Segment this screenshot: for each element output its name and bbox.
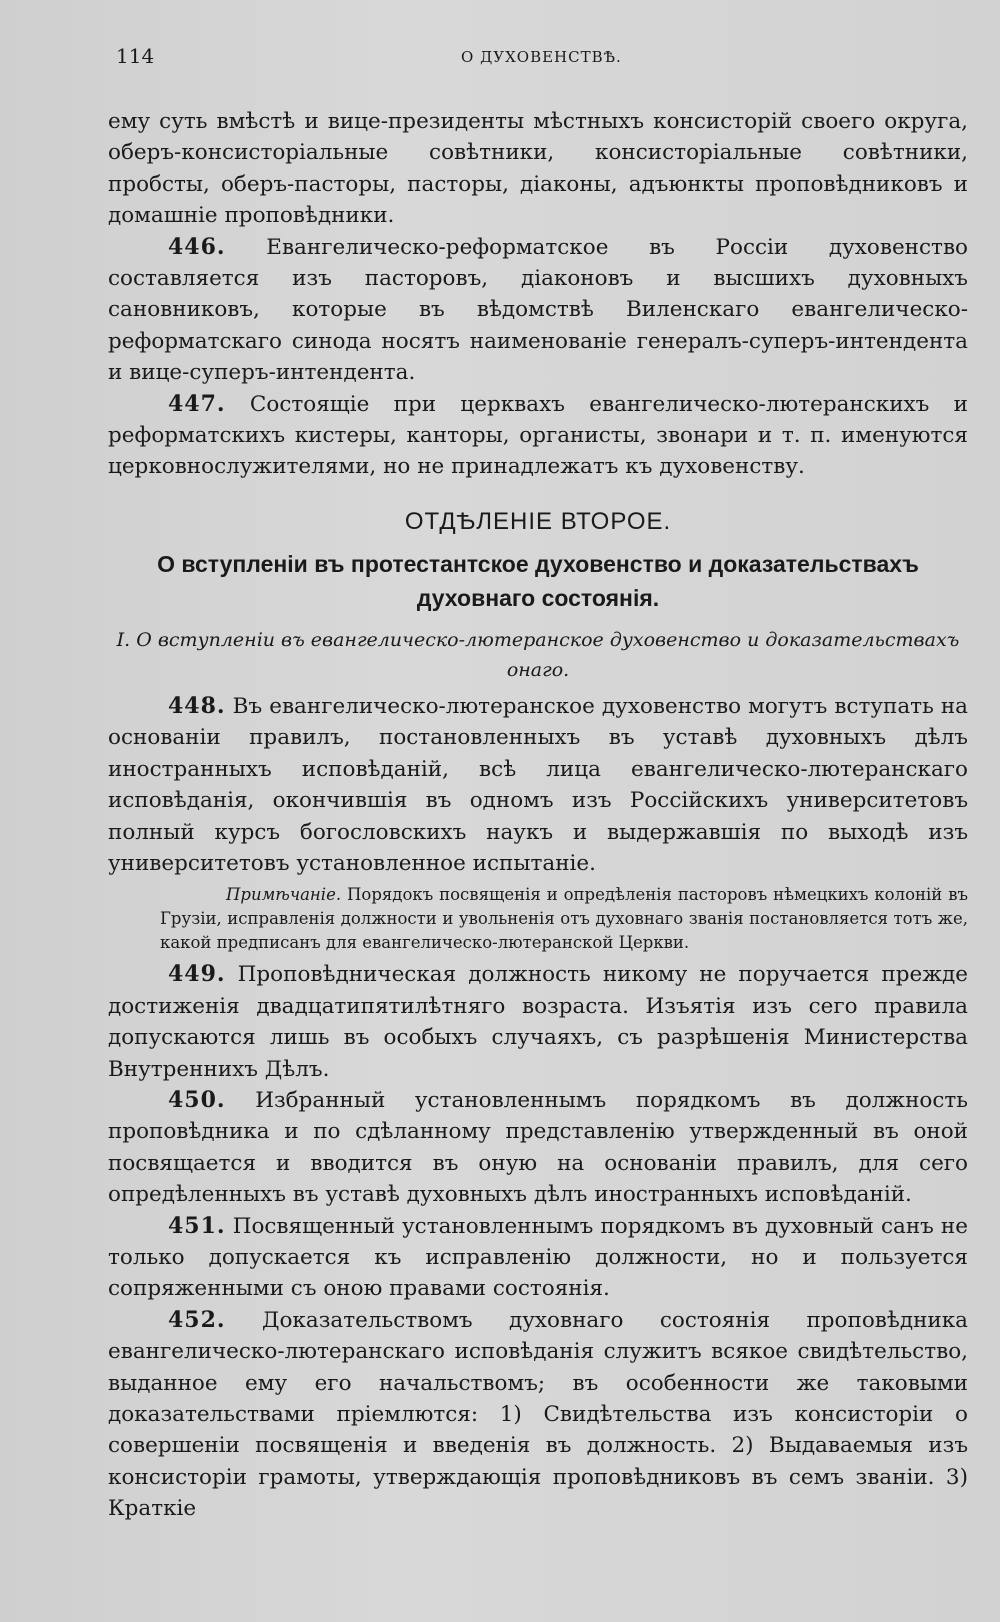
section-title: ОТДѢЛЕНІЕ ВТОРОЕ. xyxy=(404,507,672,535)
article-451 xyxy=(108,1211,968,1305)
article-number: 450. xyxy=(168,1086,226,1113)
paragraph-continued: ему суть вмѣстѣ и вице-президенты мѣстныхъ консисторій своего округа, оберъ-консисторіальные совѣтники, консисторіальные совѣтники, пробсты, оберъ-пасторы, пасторы, діаконы, адъюнкты проповѣдниковъ и домашніе проповѣдники. xyxy=(108,109,968,229)
article-text: Состоящіе при церквахъ евангелическо-лютеранскихъ и реформатскихъ кистеры, канторы, органисты, звонари и т. п. именуются церковнослужителями, но не принадлежатъ къ духовенству. xyxy=(108,391,968,480)
note-label: Примѣчаніе. xyxy=(226,885,342,905)
article-text: Доказательствомъ духовнаго состоянія проповѣдника евангелическо-лютеранскаго исповѣданія служитъ всякое свидѣтельство, выданное ему его начальствомъ; въ особенности же таковыми доказательствами пріемлются: 1) Свидѣтельства изъ консисторіи о совершеніи посвященія и введенія въ должность. 2) Выдаваемыя изъ консисторіи грамоты, утверждающія проповѣдниковъ въ семъ званіи. 3) Краткіе xyxy=(108,1307,968,1522)
running-head: О ДУХОВЕНСТВѢ. xyxy=(461,48,622,66)
article-number: 446. xyxy=(168,233,226,260)
page-number: 114 xyxy=(116,44,155,68)
article-449 xyxy=(108,959,968,1085)
section-heading: О вступленіи въ протестантское духовенство и доказательствахъ духовнаго состоянія. xyxy=(157,550,919,611)
article-number: 452. xyxy=(168,1306,226,1333)
page-body xyxy=(108,106,968,1525)
note xyxy=(108,883,968,955)
article-number: 451. xyxy=(168,1212,226,1239)
page-header xyxy=(116,44,960,74)
article-text: Въ евангелическо-лютеранское духовенство могутъ вступать на основаніи правилъ, постановленныхъ въ уставѣ духовныхъ дѣлъ иностранныхъ исповѣданій, всѣ лица евангелическо-лютеранскаго исповѣданія, окончившія въ одномъ изъ Россійскихъ университетовъ полный курсъ богословскихъ наукъ и выдержавшія по выходѣ изъ университетовъ установленное испытаніе. xyxy=(108,693,968,876)
article-text: Евангелическо-реформатское въ Россіи духовенство составляется изъ пасторовъ, діаконовъ и высшихъ духовныхъ сановниковъ, которые въ вѣдомствѣ Виленскаго евангелическо-реформатскаго синода носятъ наименованіе генералъ-суперъ-интендента и вице-суперъ-интендента. xyxy=(108,234,968,386)
article-number: 449. xyxy=(168,961,226,988)
article-447 xyxy=(108,389,968,483)
article-text: Посвященный установленнымъ порядкомъ въ духовный санъ не только допускается къ исправленію должности, но и пользуется сопряженными съ оною правами состоянія. xyxy=(108,1213,968,1302)
article-452 xyxy=(108,1305,968,1525)
article-text: Проповѣдническая должность никому не поручается прежде достиженія двадцатипятилѣтняго возраста. Изъятія изъ сего правила допускаются лишь въ особыхъ случаяхъ, съ разрѣшенія Министерства Внутреннихъ Дѣлъ. xyxy=(108,962,968,1082)
note-text: Порядокъ посвященія и опредѣленія пасторовъ нѣмецкихъ колоній въ Грузіи, исправленія должности и увольненія отъ духовнаго званія постановляется тотъ же, какой предписанъ для евангелическо-лютеранской Церкви. xyxy=(160,885,968,953)
section-subheading: I. О вступленіи въ евангелическо-лютеранское духовенство и доказательствахъ онаго. xyxy=(116,628,960,681)
article-448 xyxy=(108,691,968,879)
article-446 xyxy=(108,232,968,389)
article-text: Избранный установленнымъ порядкомъ въ должность проповѣдника и по сдѣланному представленію утвержденный въ оной посвящается и вводится въ оную на основаніи правилъ, для сего опредѣленныхъ въ уставѣ духовныхъ дѣлъ иностранныхъ исповѣданій. xyxy=(108,1087,968,1208)
article-450 xyxy=(108,1085,968,1211)
article-number: 448. xyxy=(168,692,226,719)
article-number: 447. xyxy=(168,390,226,417)
